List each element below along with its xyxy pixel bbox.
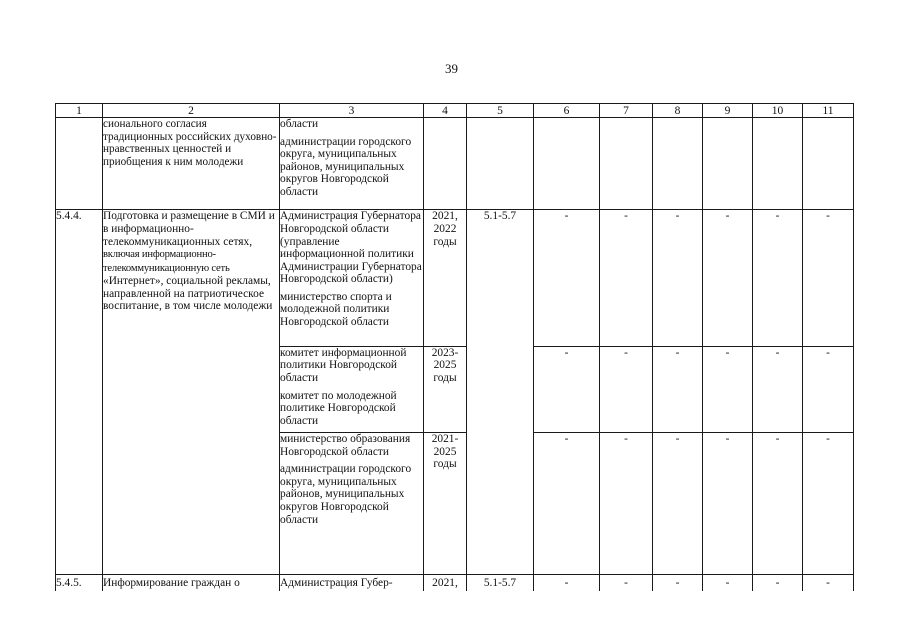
target-text: 5.1-5.7 xyxy=(483,210,517,223)
value-cell: - xyxy=(534,432,600,574)
measure-name-part: Подготовка и размещение в СМИ и в информационно-телекоммуникационных сетях, xyxy=(103,210,275,248)
page-number: 39 xyxy=(445,61,458,76)
value-cell: - xyxy=(803,210,854,346)
row-number-cell xyxy=(56,575,103,591)
value-cell: - xyxy=(653,346,703,432)
measure-name-part: включая информационно-телекоммуникационную сеть xyxy=(103,249,230,274)
target-cell xyxy=(467,118,534,210)
value-cell: - xyxy=(803,575,854,591)
row-number: 5.4.5. xyxy=(56,577,82,590)
target-text: 5.1-5.7 xyxy=(483,577,517,590)
table-row-5-4-5 xyxy=(56,575,854,591)
program-table xyxy=(55,103,854,591)
value-cell: - xyxy=(803,346,854,432)
header-cell: 11 xyxy=(803,104,854,118)
value-cell: - xyxy=(653,575,703,591)
measure-name-part: «Интернет», социальной рекламы, направленной на патриотическое воспитание, в том числе молодежи xyxy=(103,275,273,313)
target-cell xyxy=(467,575,534,591)
value-cell xyxy=(534,118,600,210)
value-cell xyxy=(703,118,753,210)
header-cell: 2 xyxy=(103,104,280,118)
value-cell: - xyxy=(600,210,653,346)
value-cell: - xyxy=(600,575,653,591)
value-cell: - xyxy=(653,210,703,346)
measure-name: сионального согласия традиционных российских духовно-нравственных ценностей и приобщения к ним молодежи xyxy=(103,118,277,168)
years-cell xyxy=(424,118,467,210)
value-cell: - xyxy=(703,432,753,574)
value-cell: - xyxy=(600,346,653,432)
years-cell xyxy=(424,575,467,591)
executor-text: комитет информационной политики Новгородской области xyxy=(280,346,407,384)
measure-name-cell xyxy=(103,118,280,210)
executor-cell xyxy=(280,118,424,210)
value-cell: - xyxy=(534,346,600,432)
value-cell: - xyxy=(703,575,753,591)
years-text: 2021, 2022 годы xyxy=(432,210,458,248)
measure-name-cell xyxy=(103,210,280,575)
executor-text: министерство спорта и молодежной политики Новгородской области xyxy=(280,290,392,329)
measure-name xyxy=(103,210,279,313)
header-row xyxy=(56,104,854,118)
value-cell: - xyxy=(753,346,803,432)
value-cell: - xyxy=(753,210,803,346)
header-cell: 8 xyxy=(653,104,703,118)
years-cell xyxy=(424,346,467,432)
header-cell: 3 xyxy=(280,104,424,118)
table-row-5-4-4 xyxy=(56,210,854,346)
row-number: 5.4.4. xyxy=(56,210,82,223)
value-cell xyxy=(803,118,854,210)
years-text: 2021-2025 годы xyxy=(431,432,459,471)
executor-text: области xyxy=(280,118,319,131)
header-cell: 7 xyxy=(600,104,653,118)
value-cell: - xyxy=(703,210,753,346)
years-cell xyxy=(424,432,467,574)
target-cell xyxy=(467,210,534,575)
years-text: 2023-2025 годы xyxy=(431,346,459,384)
header-cell: 6 xyxy=(534,104,600,118)
value-cell: - xyxy=(703,346,753,432)
value-cell: - xyxy=(534,210,600,346)
executor-text: министерство образования Новгородской области xyxy=(280,432,411,458)
executor-text: Администрация Губер- xyxy=(280,577,393,590)
executor-text: Администрация Губернатора Новгородской области (управление информационной политики Администрации Губернатора Новгородской области) xyxy=(280,210,422,286)
value-cell xyxy=(653,118,703,210)
measure-name: Информирование граждан о xyxy=(103,577,240,590)
header-cell: 1 xyxy=(56,104,103,118)
header-cell: 4 xyxy=(424,104,467,118)
value-cell xyxy=(753,118,803,210)
executor-cell xyxy=(280,210,424,346)
header-cell: 10 xyxy=(753,104,803,118)
value-cell: - xyxy=(534,575,600,591)
value-cell: - xyxy=(653,432,703,574)
value-cell: - xyxy=(753,575,803,591)
executor-cell xyxy=(280,346,424,432)
executor-cell xyxy=(280,432,424,574)
table-row-continuation xyxy=(56,118,854,210)
value-cell: - xyxy=(803,432,854,574)
executor-text: администрации городского округа, муниципальных районов, муниципальных округов Новгородской области xyxy=(280,463,412,526)
years-text: 2021, xyxy=(432,577,458,590)
row-number-cell xyxy=(56,210,103,575)
years-cell xyxy=(424,210,467,346)
executor-cell xyxy=(280,575,424,591)
value-cell: - xyxy=(753,432,803,574)
header-cell: 5 xyxy=(467,104,534,118)
executor-text: комитет по молодежной политике Новгородской области xyxy=(280,389,397,427)
row-number-cell xyxy=(56,118,103,210)
executor-text: администрации городского округа, муниципальных районов, муниципальных округов Новгородской области xyxy=(280,135,412,198)
measure-name-cell xyxy=(103,575,280,591)
header-cell: 9 xyxy=(703,104,753,118)
value-cell: - xyxy=(600,432,653,574)
value-cell xyxy=(600,118,653,210)
